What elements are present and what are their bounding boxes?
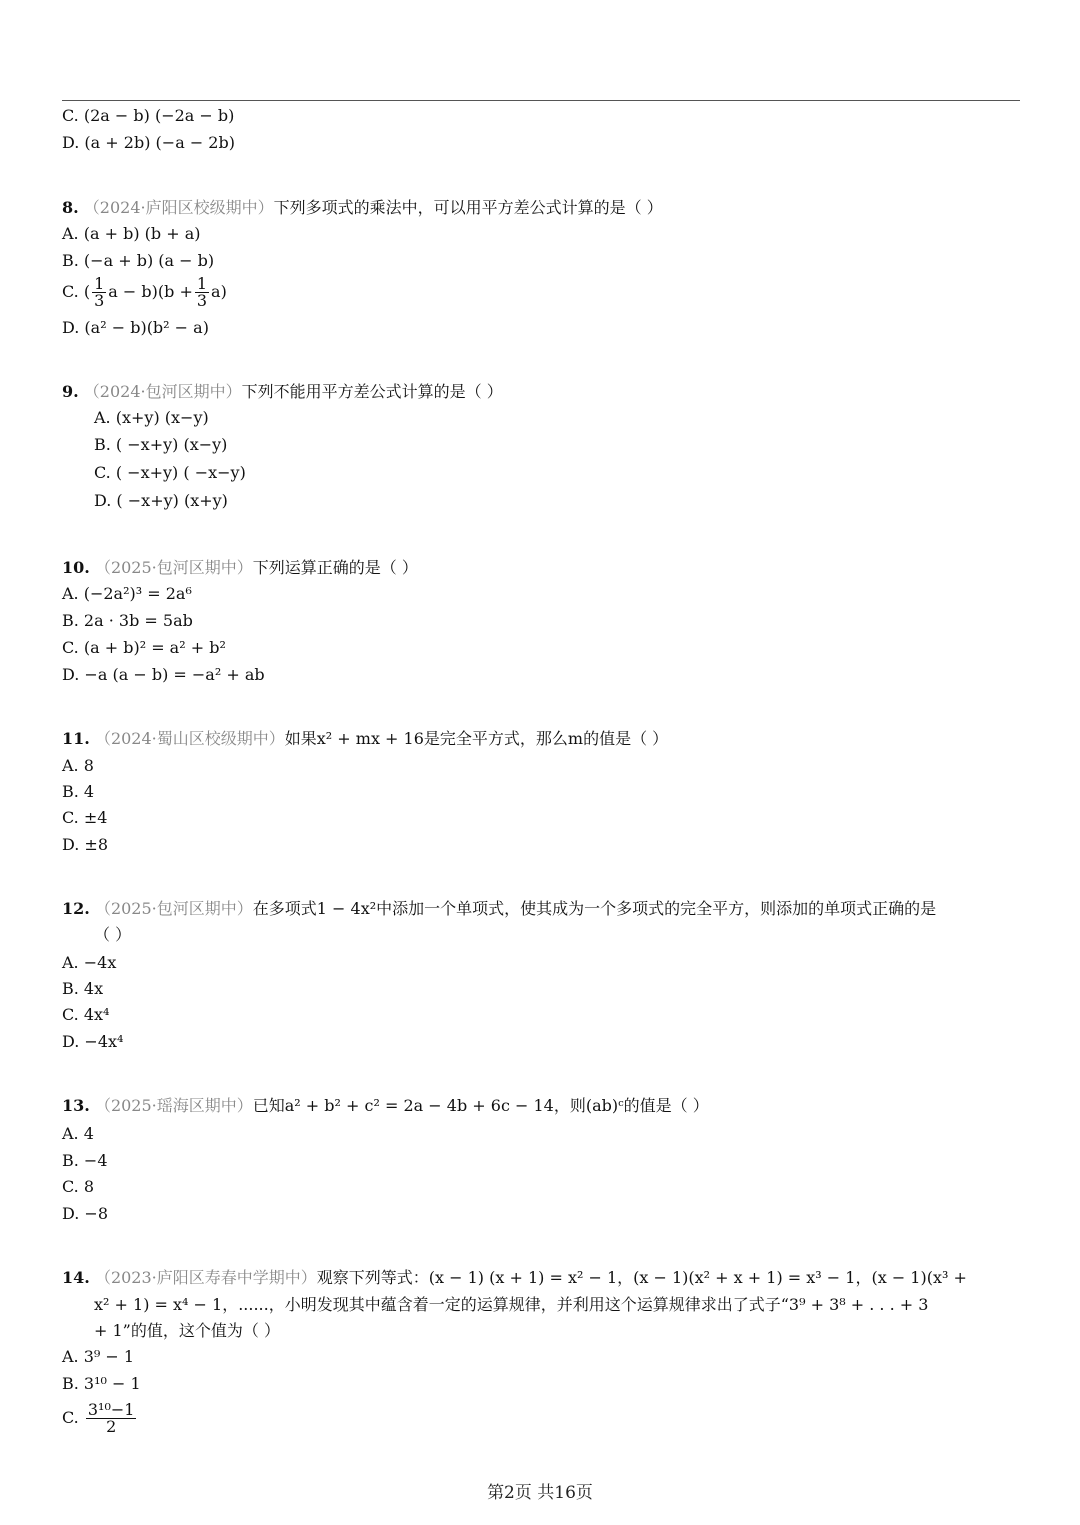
fraction-denominator: 2 bbox=[106, 1417, 117, 1436]
q9-option-c: C. ( −x+y) ( −x−y) bbox=[94, 463, 246, 482]
fraction-denominator: 3 bbox=[196, 291, 208, 310]
q8-text: 下列多项式的乘法中，可以用平方差公式计算的是（ ） bbox=[273, 198, 663, 217]
fraction-denominator: 3 bbox=[94, 291, 105, 310]
q10-number: 10. bbox=[62, 558, 90, 577]
q11-source: （2024·蜀山区校级期中） bbox=[94, 729, 285, 748]
q11-option-a: A. 8 bbox=[62, 756, 94, 775]
q11-text: 如果x² + mx + 16是完全平方式，那么m的值是（ ） bbox=[284, 729, 669, 748]
fraction-numerator: 3¹⁰−1 bbox=[87, 1400, 135, 1419]
q14-option-a: A. 3⁹ − 1 bbox=[62, 1347, 135, 1366]
q11-option-b: B. 4 bbox=[62, 782, 95, 801]
q14-stem-cont: x² + 1) = x⁴ − 1，......，小明发现其中蕴含着一定的运算规律，并利用这个运算规律求出了式子“3⁹ + 3⁸ + . . . + 3 bbox=[94, 1295, 929, 1314]
q13-option-c: C. 8 bbox=[62, 1177, 95, 1196]
q11-option-d: D. ±8 bbox=[62, 835, 109, 854]
q12-number: 12. bbox=[62, 899, 90, 918]
q8-option-c-post: a) bbox=[211, 282, 227, 301]
q14-stem-cont2: + 1”的值，这个值为（ ） bbox=[94, 1321, 280, 1340]
q9-number: 9. bbox=[62, 382, 79, 401]
fraction-numerator: 1 bbox=[196, 274, 208, 293]
q13-text: 已知a² + b² + c² = 2a − 4b + 6c − 14，则(ab)ᶜ的值是（ ） bbox=[252, 1096, 709, 1115]
q8-option-c-mid: a − b)(b + bbox=[108, 282, 193, 301]
q9-stem bbox=[62, 382, 503, 402]
q14-option-b: B. 3¹⁰ − 1 bbox=[62, 1374, 141, 1393]
q12-stem bbox=[62, 899, 936, 919]
q10-stem bbox=[62, 558, 418, 578]
page-footer: 第2页 共16页 bbox=[487, 1483, 593, 1503]
q13-number: 13. bbox=[62, 1096, 90, 1115]
fraction-numerator: 1 bbox=[94, 274, 105, 293]
q14-source: （2023·庐阳区寿春中学期中） bbox=[94, 1268, 317, 1287]
q8-stem bbox=[62, 198, 663, 218]
q8-option-c bbox=[62, 272, 227, 312]
q14-stem bbox=[62, 1268, 967, 1288]
q12-option-a: A. −4x bbox=[62, 953, 117, 972]
q13-stem bbox=[62, 1096, 709, 1116]
q8-option-a: A. (a + b) (b + a) bbox=[62, 224, 201, 243]
q9-option-d: D. ( −x+y) (x+y) bbox=[94, 491, 228, 510]
q11-stem bbox=[62, 729, 668, 749]
q9-source: （2024·包河区期中） bbox=[83, 382, 242, 401]
q7-option-d: D. (a + 2b) (−a − 2b) bbox=[62, 133, 235, 152]
q14-number: 14. bbox=[62, 1268, 90, 1287]
q12-source: （2025·包河区期中） bbox=[94, 899, 253, 918]
q12-text: 在多项式1 − 4x²中添加一个单项式，使其成为一个多项式的完全平方，则添加的单项式正确的是 bbox=[252, 899, 937, 918]
q10-source: （2025·包河区期中） bbox=[94, 558, 253, 577]
q12-option-b: B. 4x bbox=[62, 979, 104, 998]
q13-option-d: D. −8 bbox=[62, 1204, 109, 1223]
q11-option-c: C. ±4 bbox=[62, 808, 108, 827]
fraction bbox=[92, 276, 106, 309]
fraction bbox=[86, 1402, 137, 1435]
q9-option-a: A. (x+y) (x−y) bbox=[94, 408, 209, 427]
q14-option-c bbox=[62, 1396, 138, 1440]
q10-option-b: B. 2a · 3b = 5ab bbox=[62, 611, 193, 630]
q8-option-b: B. (−a + b) (a − b) bbox=[62, 251, 215, 270]
q14-option-c-label: C. bbox=[62, 1408, 79, 1427]
header-rule bbox=[62, 100, 1020, 101]
q13-option-a: A. 4 bbox=[62, 1124, 94, 1143]
q13-option-b: B. −4 bbox=[62, 1151, 108, 1170]
q13-source: （2025·瑶海区期中） bbox=[94, 1096, 253, 1115]
q9-text: 下列不能用平方差公式计算的是（ ） bbox=[241, 382, 503, 401]
q7-option-c: C. (2a − b) (−2a − b) bbox=[62, 106, 235, 125]
q12-option-d: D. −4x⁴ bbox=[62, 1032, 124, 1051]
q8-option-d: D. (a² − b)(b² − a) bbox=[62, 318, 209, 337]
q12-stem-cont: （ ） bbox=[94, 925, 132, 944]
q10-option-d: D. −a (a − b) = −a² + ab bbox=[62, 665, 265, 684]
q10-option-c: C. (a + b)² = a² + b² bbox=[62, 638, 226, 657]
q10-text: 下列运算正确的是（ ） bbox=[252, 558, 418, 577]
q8-number: 8. bbox=[62, 198, 79, 217]
q10-option-a: A. (−2a²)³ = 2a⁶ bbox=[62, 584, 192, 603]
q14-text: 观察下列等式：(x − 1) (x + 1) = x² − 1，(x − 1)(x² + x + 1) = x³ − 1，(x − 1)(x³ + bbox=[316, 1268, 967, 1287]
fraction bbox=[195, 276, 209, 309]
q8-option-c-pre: C. ( bbox=[62, 282, 91, 301]
q12-option-c: C. 4x⁴ bbox=[62, 1005, 110, 1024]
q11-number: 11. bbox=[62, 729, 90, 748]
q9-option-b: B. ( −x+y) (x−y) bbox=[94, 435, 228, 454]
q8-source: （2024·庐阳区校级期中） bbox=[83, 198, 274, 217]
